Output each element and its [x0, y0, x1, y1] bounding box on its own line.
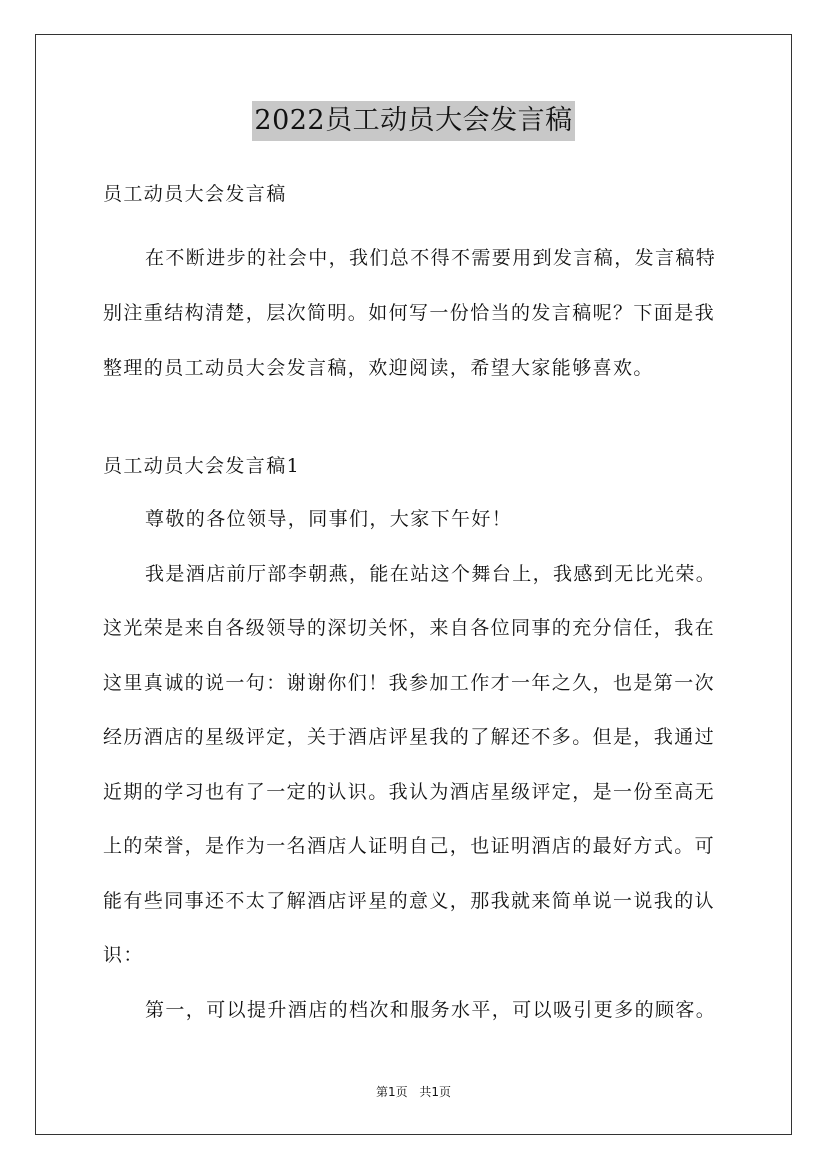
greeting-paragraph: 尊敬的各位领导，同事们，大家下午好！: [145, 508, 513, 530]
title-container: [0, 101, 827, 141]
point-one-paragraph: 第一，可以提升酒店的档次和服务水平，可以吸引更多的顾客。: [145, 998, 717, 1021]
body-paragraphs: [103, 492, 728, 1037]
page-number: 第1页: [375, 1085, 408, 1099]
speech-paragraph: 我是酒店前厅部李朝燕，能在站这个舞台上，我感到无比光荣。这光荣是来自各级领导的深切关怀，来自各位同事的充分信任，我在这里真诚的说一句：谢谢你们！我参加工作才一年之久，也是第一次经历酒店的星级评定，关于酒店评星我的了解还不多。但是，我通过近期的学习也有了一定的认识。我认为酒店星级评定，是一份至高无上的荣誉，是作为一名酒店人证明自己，也证明酒店的最好方式。可能有些同事还不太了解酒店评星的意义，那我就来简单说一说我的认识：: [103, 562, 717, 966]
document-heading: 员工动员大会发言稿: [103, 183, 287, 205]
page-footer: [0, 1084, 827, 1100]
page-total: 共1页: [419, 1085, 452, 1099]
section-heading: 员工动员大会发言稿1: [103, 455, 301, 477]
intro-paragraph: 在不断进步的社会中，我们总不得不需要用到发言稿，发言稿特别注重结构清楚，层次简明。如何写一份恰当的发言稿呢？下面是我整理的员工动员大会发言稿，欢迎阅读，希望大家能够喜欢。: [103, 247, 717, 379]
document-title: 2022员工动员大会发言稿: [252, 101, 574, 141]
